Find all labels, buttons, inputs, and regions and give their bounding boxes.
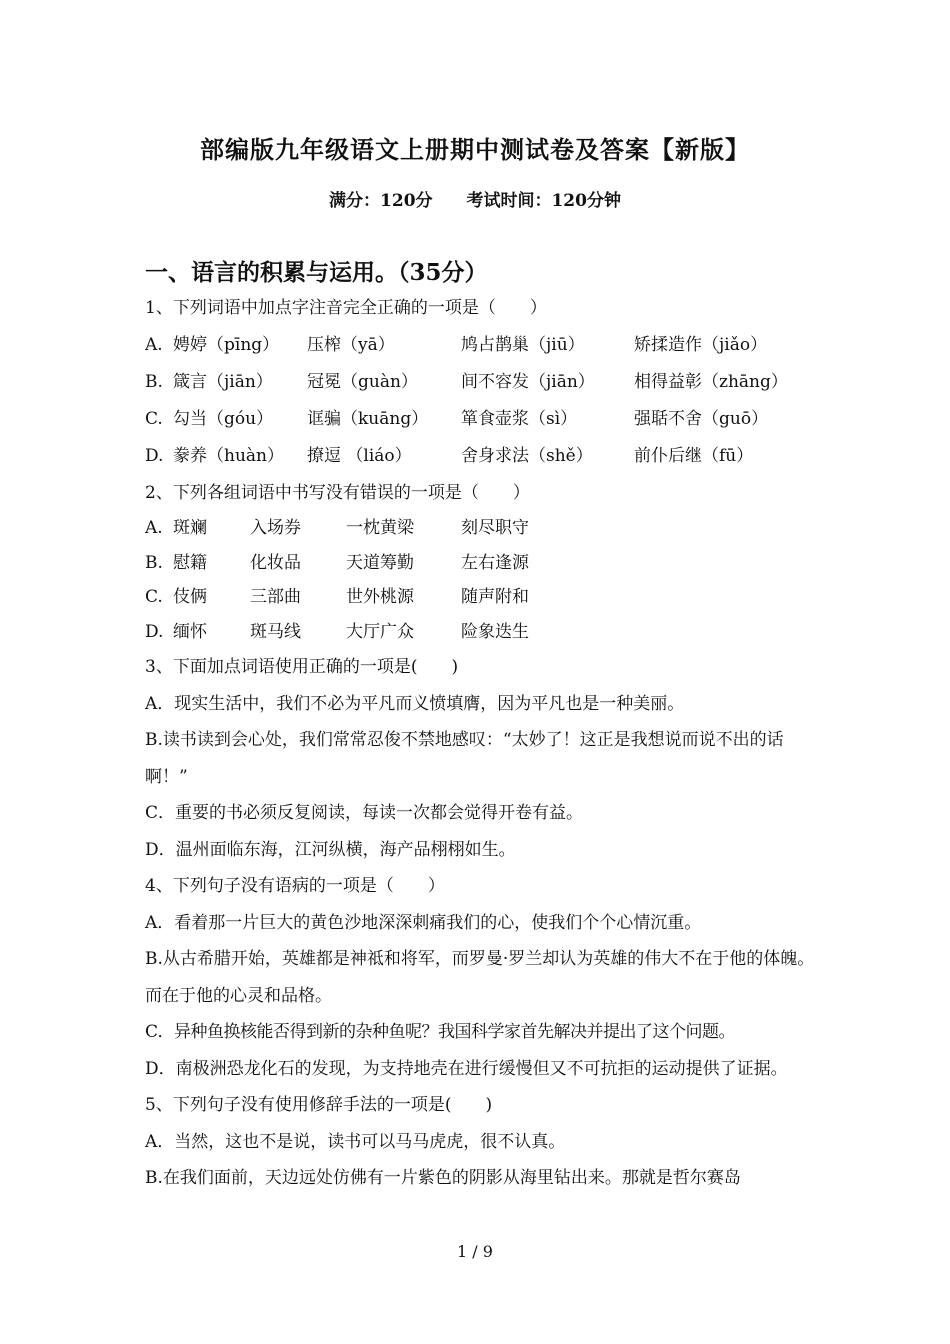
option-word: 化妆品	[250, 552, 301, 573]
full-score: 满分：120分	[329, 191, 433, 211]
question-2-option-d	[145, 615, 815, 650]
page-title: 部编版九年级语文上册期中测试卷及答案【新版】	[200, 135, 750, 164]
option-word: 天道筹勤	[346, 552, 414, 573]
question-1-option-a	[145, 327, 815, 364]
question-3-stem: 3、下面加点词语使用正确的一项是( )	[145, 657, 459, 677]
question-5-stem: 5、下列句子没有使用修辞手法的一项是( )	[145, 1095, 493, 1115]
question-2-option-c	[145, 580, 815, 615]
option-word: 诓骗（kuāng）	[307, 408, 429, 429]
question-4-option-d: D．南极洲恐龙化石的发现，为支持地壳在进行缓慢但又不可抗拒的运动提供了证据。	[145, 1058, 788, 1079]
option-letter: C.	[145, 408, 163, 429]
option-word: 冠冕（guàn）	[307, 371, 418, 392]
question-4-stem: 4、下列句子没有语病的一项是（ ）	[145, 876, 445, 896]
option-word: 强聒不舍（guō）	[634, 408, 769, 429]
option-letter: D.	[145, 621, 164, 642]
question-1-option-c	[145, 401, 815, 438]
option-word: 一枕黄梁	[346, 518, 414, 538]
option-word: 险象迭生	[461, 621, 529, 642]
option-word: 慰籍	[173, 552, 207, 573]
option-word: 斑马线	[250, 621, 301, 642]
option-word: 压榨（yā）	[307, 334, 395, 355]
option-word: 相得益彰（zhāng）	[634, 371, 788, 392]
option-word: 大厅广众	[346, 621, 414, 642]
option-word: 缅怀	[173, 621, 207, 642]
option-letter: D.	[145, 445, 164, 466]
question-2-stem: 2、下列各组词语中书写没有错误的一项是（ ）	[145, 482, 530, 503]
exam-time: 考试时间：120分钟	[466, 191, 621, 211]
option-word: 刻尽职守	[461, 518, 529, 538]
option-word: 矫揉造作（jiǎo）	[634, 334, 768, 355]
option-word: 伎俩	[173, 587, 207, 607]
option-letter: A.	[145, 518, 163, 538]
option-word: 间不容发（jiān）	[461, 371, 595, 392]
option-word: 豢养（huàn）	[173, 445, 284, 466]
exam-info	[0, 186, 950, 211]
question-1-stem: 1、下列词语中加点字注音完全正确的一项是（ ）	[145, 298, 547, 318]
option-word: 左右逢源	[461, 552, 529, 573]
option-letter: B.	[145, 371, 163, 392]
question-2-option-a	[145, 511, 815, 546]
question-3-option-d: D．温州面临东海，江河纵横，海产品栩栩如生。	[145, 839, 516, 860]
option-word: 勾当（góu）	[173, 408, 274, 429]
question-list	[145, 290, 815, 1197]
option-word: 撩逗 （liáo）	[307, 445, 412, 466]
question-4-option-c: C．异种鱼换核能否得到新的杂种鱼呢？我国科学家首先解决并提出了这个问题。	[145, 1022, 736, 1042]
option-word: 三部曲	[250, 587, 301, 607]
option-word: 箪食壶浆（sì）	[461, 408, 578, 429]
option-word: 随声附和	[461, 587, 529, 607]
question-4-option-b: B.从古希腊开始，英雄都是神祗和将军，而罗曼·罗兰却认为英雄的伟大不在于他的体魄。而在于他的心灵和品格。	[145, 949, 815, 1006]
option-letter: A.	[145, 334, 163, 355]
option-letter: B.	[145, 552, 163, 573]
question-1-option-d	[145, 438, 815, 475]
option-word: 箴言（jiān）	[173, 371, 273, 392]
option-word: 娉婷（pīng）	[173, 334, 280, 355]
option-word: 舍身求法（shě）	[461, 445, 593, 466]
page-number: 1 / 9	[457, 1242, 493, 1261]
option-word: 入场券	[250, 518, 301, 538]
question-3-option-c: C．重要的书必须反复阅读，每读一次都会觉得开卷有益。	[145, 803, 584, 823]
question-3-option-a: A．现实生活中，我们不必为平凡而义愤填膺，因为平凡也是一种美丽。	[145, 693, 685, 714]
question-3-option-b: B.读书读到会心处，我们常常忍俊不禁地感叹：“太妙了！这正是我想说而说不出的话啊！”	[145, 730, 784, 787]
section-heading: 一、语言的积累与运用。（35分）	[145, 259, 488, 286]
option-letter: C.	[145, 587, 163, 607]
question-1-option-b	[145, 364, 815, 401]
question-2-option-b	[145, 546, 815, 581]
option-word: 鸠占鹊巢（jiū）	[461, 334, 585, 355]
question-5-option-b: B.在我们面前，天边远处仿佛有一片紫色的阴影从海里钻出来。那就是哲尔赛岛	[145, 1168, 741, 1188]
question-5-option-a: A．当然，这也不是说，读书可以马马虎虎，很不认真。	[145, 1131, 566, 1152]
question-4-option-a: A．看着那一片巨大的黄色沙地深深刺痛我们的心，使我们个个心情沉重。	[145, 912, 702, 933]
option-word: 前仆后继（fū）	[634, 445, 754, 466]
option-word: 斑斓	[173, 518, 207, 538]
option-word: 世外桃源	[346, 587, 414, 607]
